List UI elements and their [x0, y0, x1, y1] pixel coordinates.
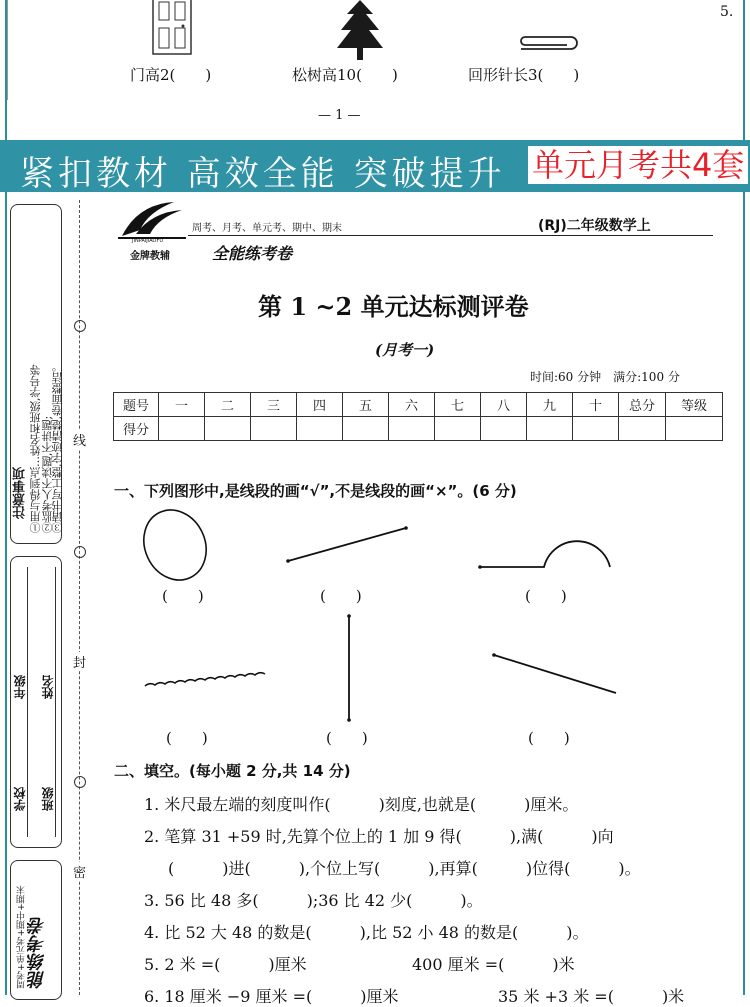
cut-word-seal: 封 — [73, 652, 86, 671]
time-score: 时间:60 分钟 满分:100 分 — [530, 370, 680, 384]
score-header-cell: 七 — [435, 393, 481, 417]
notice-line-2: ②监考人不读题,不讲题; — [41, 415, 54, 533]
score-header-cell: 九 — [527, 393, 573, 417]
section2-heading: 二、填空。(每小题 2 分,共 14 分) — [114, 762, 351, 780]
notice-line-3: ③请书写工整,字迹清楚,卷面整洁。 — [51, 361, 64, 533]
exam-title: 第 1 ~2 单元达标测评卷 — [258, 292, 529, 321]
figure-segment-slanted — [288, 528, 406, 561]
door-icon — [150, 0, 196, 58]
series-vertical-line: 周考+单元考+期中+期末 — [17, 885, 27, 989]
notice-line-1: ①用与得到点…姓名和班级,学号等 — [29, 364, 42, 533]
score-cell — [297, 417, 343, 441]
cut-word-line: 线 — [73, 430, 86, 449]
series-line: 周考、月考、单元考、期中、期末 — [192, 223, 342, 234]
caption-paperclip: 回形针长3( ) — [468, 66, 580, 84]
score-cell — [573, 417, 619, 441]
banner-badge: 单元月考共4套 — [528, 146, 748, 184]
name-label: 姓名 — [41, 675, 55, 699]
header-rule — [188, 235, 713, 236]
exam-subtitle: (月考一) — [375, 341, 435, 359]
notice-box — [10, 204, 62, 544]
score-table-header-row — [114, 393, 723, 417]
answer-blank-5[interactable]: ( ) — [326, 729, 368, 747]
figure-ellipse — [133, 500, 218, 590]
section1-figures — [130, 500, 730, 730]
figure-wavy-line — [145, 673, 265, 686]
class-label: 班级 — [41, 787, 55, 811]
answer-blank-3[interactable]: ( ) — [525, 587, 567, 605]
binding-hole — [74, 546, 86, 558]
fill-item-4: 4. 比 52 大 48 的数是( ),比 52 小 48 的数是( )。 — [144, 923, 589, 942]
score-header-cell: 十 — [573, 393, 619, 417]
grade-info: (RJ)二年级数学上 — [538, 218, 651, 234]
score-table — [113, 392, 723, 441]
answer-blank-2[interactable]: ( ) — [320, 587, 362, 605]
class-blank-line — [55, 567, 56, 837]
score-cell — [435, 417, 481, 441]
score-table-score-row — [114, 417, 723, 441]
fill-item-6b: 35 米 +3 米 =( )米 — [498, 987, 685, 1006]
answer-blank-1[interactable]: ( ) — [162, 587, 204, 605]
binding-edge — [7, 0, 10, 100]
section1-heading: 一、下列图形中,是线段的画“√”,不是线段的画“×”。(6 分) — [114, 482, 517, 500]
score-header-cell: 二 — [205, 393, 251, 417]
grade-label: 年级 — [13, 675, 27, 699]
score-header-cell: 等级 — [666, 393, 723, 417]
score-row-label: 得分 — [114, 417, 159, 441]
series-vertical-title: 能练考卷 — [27, 917, 48, 989]
score-cell — [343, 417, 389, 441]
figure-line-arc — [480, 541, 610, 567]
score-cell — [159, 417, 205, 441]
promo-banner — [0, 140, 750, 192]
brand-name: 金牌教辅 — [130, 251, 170, 262]
score-header-cell: 三 — [251, 393, 297, 417]
figure-segment-down — [494, 655, 616, 693]
score-cell — [205, 417, 251, 441]
notice-label: 注意事项 — [13, 467, 28, 519]
caption-tree: 松树高10( ) — [292, 66, 398, 84]
fill-item-5a: 5. 2 米 =( )厘米 — [144, 955, 307, 974]
score-cell — [619, 417, 666, 441]
score-header-cell: 一 — [159, 393, 205, 417]
fill-item-5b: 400 厘米 =( )米 — [412, 955, 575, 974]
fill-item-1: 1. 米尺最左端的刻度叫作( )刻度,也就是( )厘米。 — [144, 795, 579, 814]
answer-blank-6[interactable]: ( ) — [528, 729, 570, 747]
score-cell — [527, 417, 573, 441]
fill-item-2-cont: ( )进( ),个位上写( ),再算( )位得( )。 — [168, 859, 641, 878]
score-header-cell: 题号 — [114, 393, 159, 417]
page-number: — 1 — — [318, 108, 361, 123]
banner-slogan: 紧扣教材 高效全能 突破提升 — [20, 154, 506, 194]
student-info-box — [10, 556, 62, 848]
score-cell — [666, 417, 723, 441]
paperclip-icon — [513, 34, 581, 54]
series-box — [10, 860, 62, 1000]
binding-hole — [74, 776, 86, 788]
score-header-cell: 八 — [481, 393, 527, 417]
binding-hole — [74, 320, 86, 332]
previous-page-strip — [0, 0, 750, 140]
series-title: 全能练考卷 — [212, 244, 293, 263]
pine-tree-icon — [335, 0, 385, 62]
brand-logo-icon — [118, 198, 188, 240]
score-header-cell: 六 — [389, 393, 435, 417]
score-header-cell: 总分 — [619, 393, 666, 417]
fill-item-2: 2. 笔算 31 +59 时,先算个位上的 1 加 9 得( ),满( )向 — [144, 827, 614, 846]
score-header-cell: 四 — [297, 393, 343, 417]
score-cell — [481, 417, 527, 441]
score-cell — [389, 417, 435, 441]
caption-door: 门高2( ) — [130, 66, 212, 84]
fill-item-6a: 6. 18 厘米 −9 厘米 =( )厘米 — [144, 987, 399, 1006]
corner-number: 5. — [720, 4, 734, 20]
brand-pinyin: JINPAIJIAOFU — [132, 238, 164, 244]
answer-blank-4[interactable]: ( ) — [166, 729, 208, 747]
cut-word-secret: 密 — [73, 862, 86, 881]
score-cell — [251, 417, 297, 441]
score-header-cell: 五 — [343, 393, 389, 417]
fill-item-3: 3. 56 比 48 多( );36 比 42 少( )。 — [144, 891, 483, 910]
school-blank-line — [27, 567, 28, 837]
school-label: 学校 — [13, 787, 27, 811]
